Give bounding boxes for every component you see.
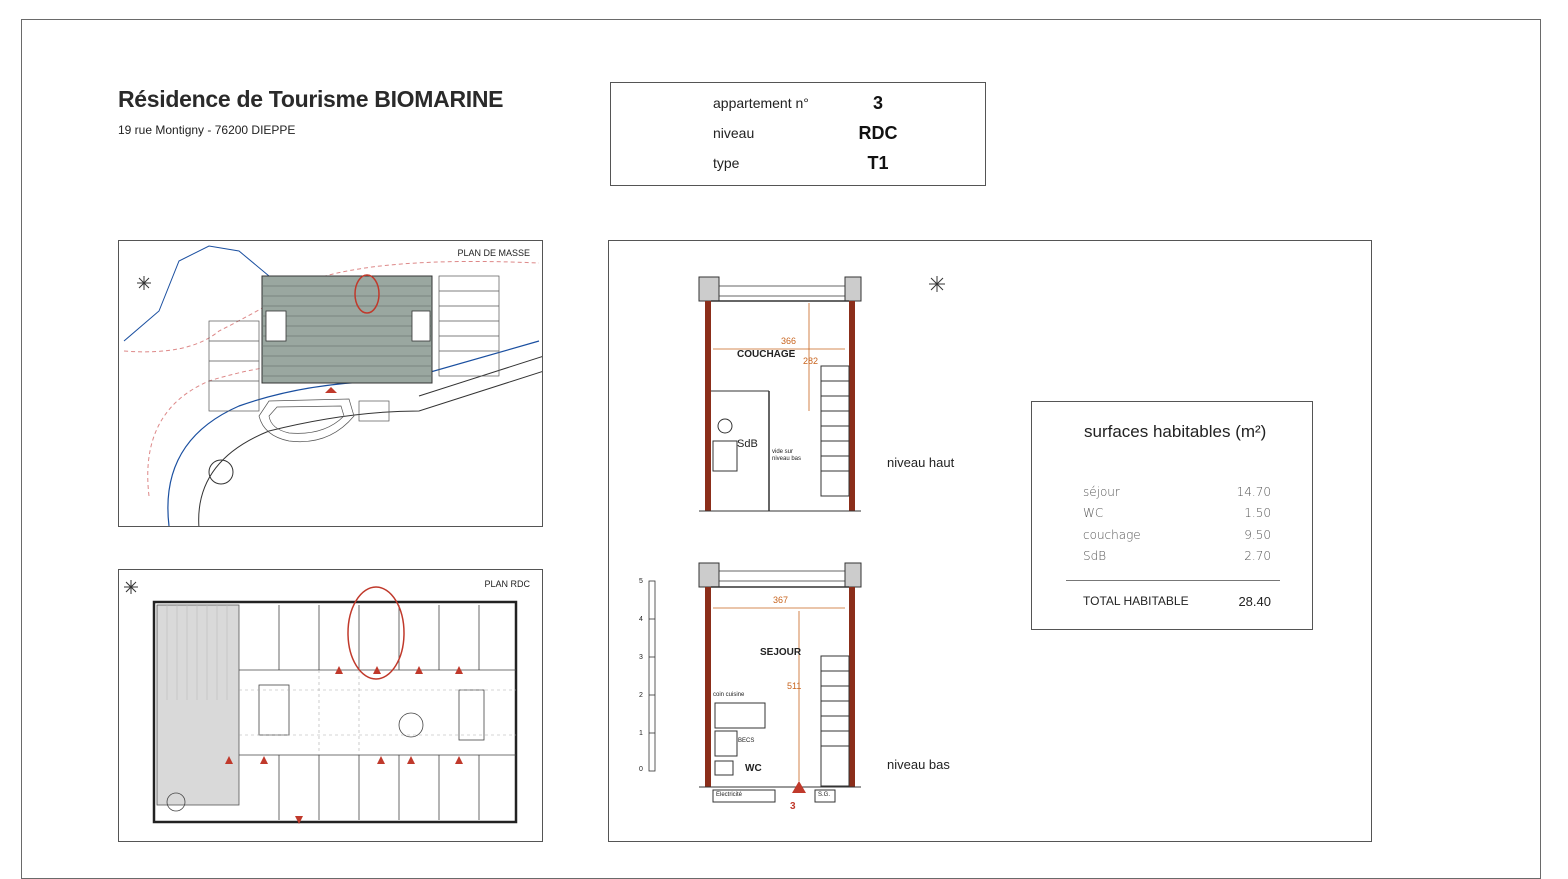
entrance-number-label: 3 (790, 801, 796, 812)
surfaces-title: surfaces habitables (m²) (1084, 422, 1267, 441)
room-sejour-label: SEJOUR (760, 647, 802, 658)
apartment-type-row (713, 155, 953, 185)
scale-mark-1: 1 (639, 730, 643, 737)
surface-label: séjour (1083, 485, 1120, 499)
scale-mark-3: 3 (639, 654, 643, 661)
surface-total-label: TOTAL HABITABLE (1083, 594, 1189, 608)
room-sdb-label: SdB (737, 438, 758, 450)
ground-floor-plan-drawing (119, 570, 543, 842)
dim-282-label: 282 (803, 356, 819, 366)
address: 19 rue Montigny - 76200 DIEPPE (118, 123, 296, 137)
plan-de-masse-panel (118, 240, 543, 527)
surfaces-table (1031, 401, 1313, 630)
apartment-info-box (610, 82, 986, 186)
surface-row-wc (1083, 506, 1271, 524)
surface-label: SdB (1083, 549, 1107, 563)
scale-mark-4: 4 (639, 616, 643, 623)
surface-value: 1.50 (1244, 506, 1271, 520)
apartment-number-value: 3 (872, 93, 883, 113)
scale-mark-2: 2 (639, 692, 643, 699)
surfaces-divider (1066, 580, 1280, 581)
plan-rdc-label: PLAN RDC (484, 579, 530, 589)
scale-mark-0: 0 (639, 766, 643, 773)
room-couchage-label: COUCHAGE (737, 349, 796, 360)
upper-level-label: niveau haut (887, 455, 955, 470)
surface-row-sejour (1083, 485, 1271, 503)
apartment-number-label: appartement n° (713, 95, 809, 111)
surface-value: 9.50 (1244, 528, 1271, 542)
surface-row-couchage (1083, 528, 1271, 546)
becs-label: BECS (738, 738, 755, 744)
sg-label: S.G. (818, 792, 831, 798)
apartment-level-value: RDC (858, 123, 898, 143)
dim-367-label: 367 (773, 595, 789, 605)
scale-mark-5: 5 (639, 578, 643, 585)
surface-total-value: 28.40 (1238, 594, 1271, 609)
surface-value: 14.70 (1236, 485, 1271, 499)
page-title: Résidence de Tourisme BIOMARINE (118, 86, 504, 112)
room-wc-label: WC (745, 763, 762, 774)
apartment-type-value: T1 (867, 153, 889, 173)
dim-366-label: 366 (781, 336, 797, 346)
coin-cuisine-label: coin cuisine (713, 692, 745, 698)
surface-total-row (1083, 594, 1271, 608)
site-plan-drawing (119, 241, 543, 527)
electricite-label: Electricité (716, 792, 743, 798)
vide-sur-label: vide sur (772, 449, 794, 455)
surface-label: couchage (1083, 528, 1141, 542)
plan-rdc-panel (118, 569, 543, 842)
apartment-level-row (713, 125, 953, 155)
niveau-bas-small-label: niveau bas (772, 456, 802, 462)
dim-511-label: 511 (787, 681, 802, 691)
surface-row-sdb (1083, 549, 1271, 567)
plan-de-masse-label: PLAN DE MASSE (457, 248, 530, 258)
lower-level-label: niveau bas (887, 757, 950, 772)
apartment-number-row (713, 95, 953, 125)
surface-value: 2.70 (1244, 549, 1271, 563)
surface-label: WC (1083, 506, 1104, 520)
apartment-type-label: type (713, 155, 740, 171)
apartment-level-label: niveau (713, 125, 755, 141)
